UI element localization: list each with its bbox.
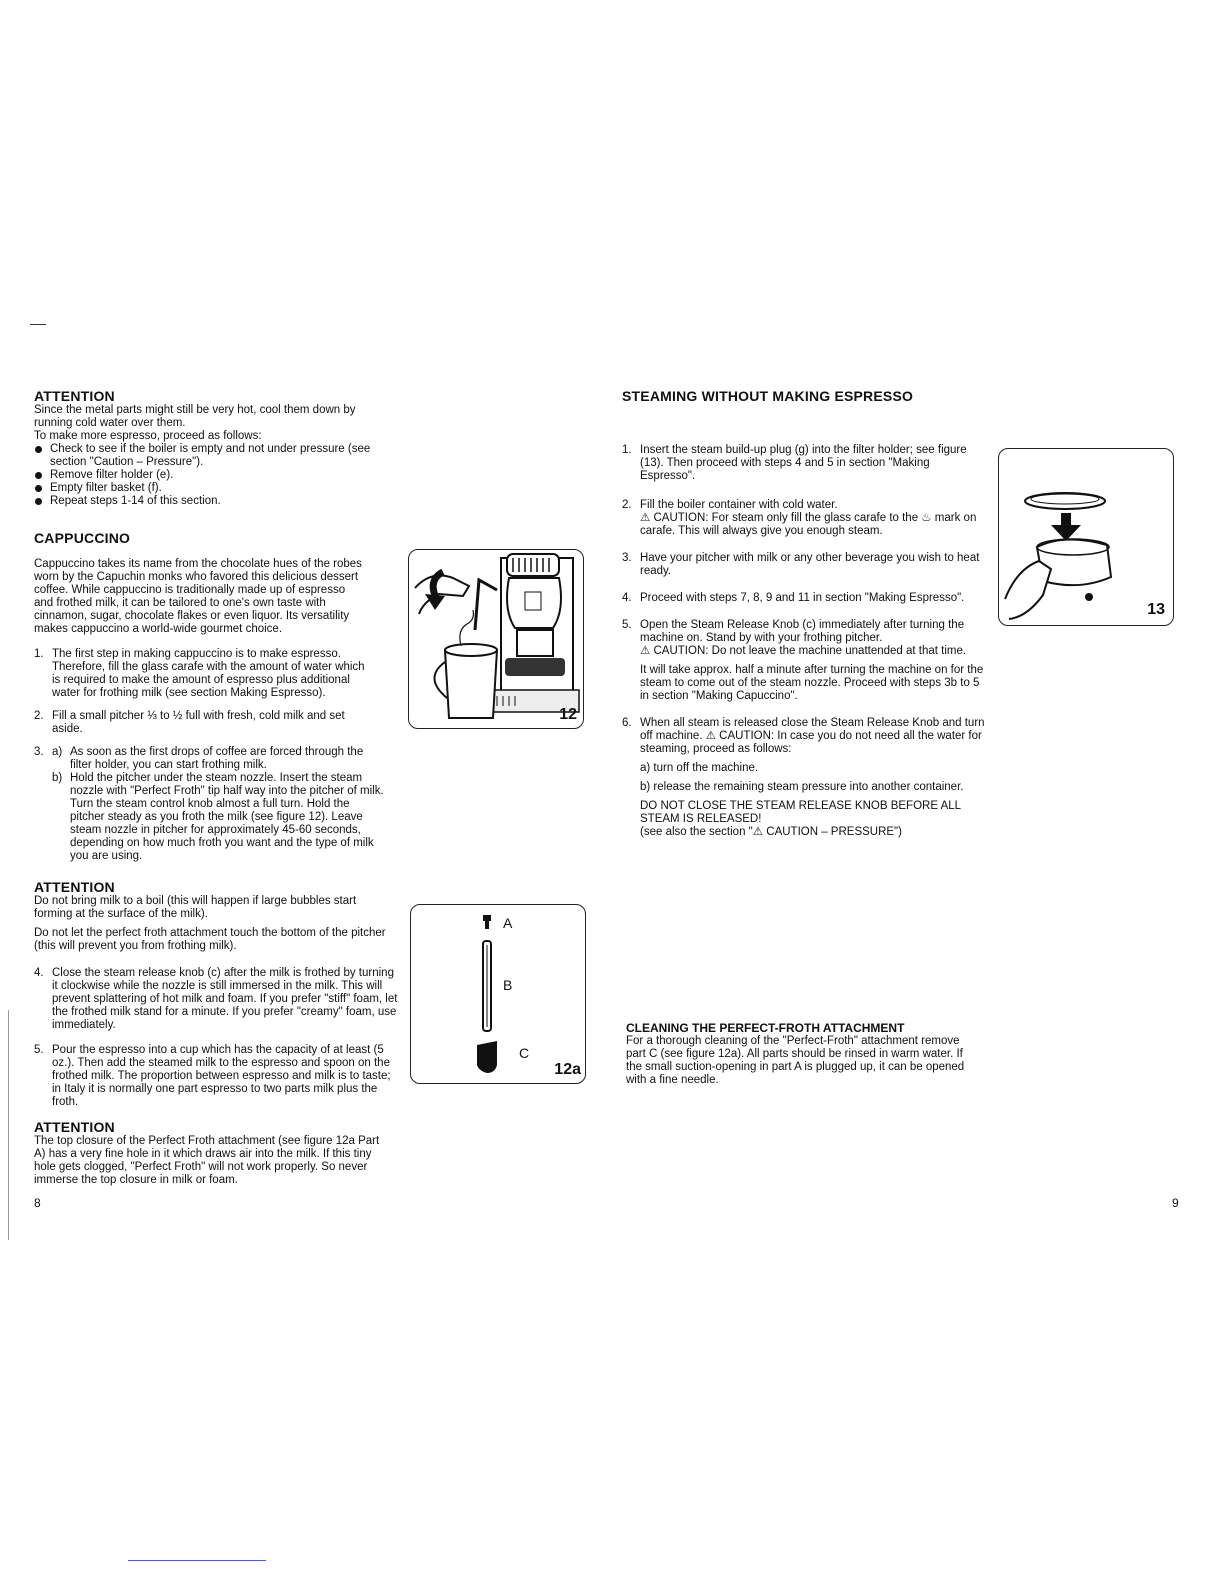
step-text: When all steam is released close the Steam Release Knob and turn off machine. ⚠ CAUTION: In case you do not need all the water for steaming, proceed as follows: [640,717,985,755]
cappuccino-heading: CAPPUCCINO [34,530,131,546]
left-column-top [34,388,398,1187]
part-label-c: C [519,1045,530,1061]
part-label-b: B [503,977,513,993]
numbered-step: 2. Fill the boiler container with cold water. ⚠ CAUTION: For steam only fill the glass carafe to the ♨ mark on carafe. This will always give you enough steam. [622,499,985,538]
sub-step-text: b) release the remaining steam pressure into another container. [640,781,964,793]
sub-step-text: a) turn off the machine. [640,762,759,774]
bullet-item: Check to see if the boiler is empty and not under pressure (see section "Caution – Pressure"). [34,443,394,469]
figure-label: 12 [559,706,577,723]
cleaning-section [626,1021,986,1087]
numbered-step: 2. Fill a small pitcher ⅓ to ½ full with fresh, cold milk and set aside. [34,710,345,735]
margin-line [8,1010,9,1240]
step-text: Fill a small pitcher ⅓ to ½ full with fresh, cold milk and set aside. [52,710,345,735]
warning-text: DO NOT CLOSE THE STEAM RELEASE KNOB BEFORE ALL STEAM IS RELEASED! [640,800,961,825]
numbered-step: 1. Insert the steam build-up plug (g) into the filter holder; see figure (13). Then proceed with steps 4 and 5 in section "Making Espresso". [622,444,967,482]
numbered-step: 4. Close the steam release knob (c) after the milk is frothed by turning it clockwise while the nozzle is still immersed in the milk. This will prevent splattering of hot milk and foam. If you prefer "stiff" foam, let the frothed milk stand for a minute. If you prefer "creamy" foam, use immediately. [34,967,398,1031]
numbered-step: 6. When all steam is released close the Steam Release Knob and turn off machine. ⚠ CAUTION: In case you do not need all the water for steaming, proceed as follows: a) turn off the machine. b) release the remaining steam pressure into another container. DO NOT CLOSE THE STEAM RELEASE KNOB BEFORE ALL STEAM IS RELEASED! (see also the section "⚠ CAUTION – PRESSURE") [622,717,985,838]
attention-heading: ATTENTION [34,879,115,895]
step-text: Close the steam release knob (c) after the milk is frothed by turning it clockwise while the nozzle is still immersed in the milk. This will prevent splattering of hot milk and foam. If you prefer "stiff" foam, let the frothed milk stand for a minute. If you prefer "creamy" foam, use immediately. [52,967,398,1031]
step-text: Pour the espresso into a cup which has the capacity of at least (5 oz.). Then add the steamed milk to the espresso and spoon on the frothed milk. The proportion between espresso and milk is to taste; in Italy it is normally one part espresso to two parts milk plus the froth. [52,1044,391,1108]
attention-heading: ATTENTION [34,388,115,404]
steam-plug-insertion-illustration [999,449,1173,625]
step-text: Proceed with steps 7, 8, 9 and 11 in section "Making Espresso". [640,592,965,604]
caution-text: ⚠ CAUTION: For steam only fill the glass carafe to the ♨ mark on carafe. This will always give you enough steam. [640,512,977,537]
attention-text: The top closure of the Perfect Froth attachment (see figure 12a Part A) has a very fine hole in it which draws air into the milk. If this tiny hole gets clogged, "Perfect Froth" will not work properly. So never immerse the top closure in milk or foam. [34,1135,380,1186]
attention-heading: ATTENTION [34,1119,115,1135]
page-number: 8 [34,1196,41,1210]
bullet-item: Empty filter basket (f). [34,482,394,495]
numbered-step: 3. a) As soon as the first drops of coffee are forced through the filter holder, you can start frothing milk. [34,746,387,772]
figure-13 [998,448,1174,626]
step-text: Open the Steam Release Knob (c) immediately after turning the machine on. Stand by with your frothing pitcher. [640,619,965,644]
numbered-step: 4. Proceed with steps 7, 8, 9 and 11 in section "Making Espresso". [622,592,965,604]
page-number: 9 [1172,1196,1179,1210]
numbered-step: 5. Pour the espresso into a cup which has the capacity of at least (5 oz.). Then add the steamed milk to the espresso and spoon on the frothed milk. The proportion between espresso and milk is to taste; in Italy it is normally one part espresso to two parts milk plus the froth. [34,1044,391,1108]
espresso-machine-frothing-illustration [409,550,583,728]
attention-text: To make more espresso, proceed as follows: [34,430,262,442]
caution-text: ⚠ CAUTION: Do not leave the machine unattended at that time. [640,645,967,657]
cleaning-text: For a thorough cleaning of the "Perfect-Froth" attachment remove part C (see figure 12a). All parts should be rinsed in warm water. If the small suction-opening in part A is plugged up, it can be opened with a fine needle. [626,1035,965,1086]
bullet-item: Repeat steps 1-14 of this section. [34,495,394,508]
figure-label: 13 [1147,601,1165,618]
step-text: Hold the pitcher under the steam nozzle. Insert the steam nozzle with "Perfect Froth" tip half way into the pitcher of milk. Turn the steam control knob almost a full turn. Hold the pitcher steady as you froth the milk (see figure 12). Leave steam nozzle in pitcher for approximately 45-60 seconds, depending on how much froth you want and the type of milk you are using. [70,772,384,862]
attention-text: Do not let the perfect froth attachment touch the bottom of the pitcher (this will prevent you from frothing milk). [34,927,386,952]
numbered-step: 1. The first step in making cappuccino is to make espresso. Therefore, fill the glass carafe with the amount of water which is required to make the amount of espresso plus additional water for frothing milk (see section Making Espresso). [34,648,365,699]
step-text: Have your pitcher with milk or any other beverage you wish to heat ready. [640,552,980,577]
part-label-a: A [503,915,513,931]
step-text: As soon as the first drops of coffee are forced through the filter holder, you can start frothing milk. [70,746,364,771]
footer-rule [128,1560,266,1561]
numbered-step: 3. Have your pitcher with milk or any other beverage you wish to heat ready. [622,552,980,577]
attention-text: Do not bring milk to a boil (this will happen if large bubbles start forming at the surface of the milk). [34,895,357,920]
step-text: Fill the boiler container with cold water. [640,499,838,511]
numbered-step: 5. Open the Steam Release Knob (c) immediately after turning the machine on. Stand by with your frothing pitcher. ⚠ CAUTION: Do not leave the machine unattended at that time. It will take approx. half a minute after turning the machine on for the steam to come out of the steam nozzle. Proceed with steps 3b to 5 in section "Making Capuccino". [622,619,984,702]
sub-step: a) As soon as the first drops of coffee are forced through the filter holder, you can start frothing milk. [52,746,364,771]
figure-12a [410,904,586,1084]
note-text: It will take approx. half a minute after turning the machine on for the steam to come out of the steam nozzle. Proceed with steps 3b to 5 in section "Making Capuccino". [640,664,984,702]
cappuccino-intro: Cappuccino takes its name from the chocolate hues of the robes worn by the Capuchin monks who favored this delicious dessert coffee. While cappuccino is traditionally made up of espresso and frothed milk, it can be tailored to one's own taste with cinnamon, sugar, chocolate flakes or even liquor. Its versatility makes cappuccino a world-wide gourmet choice. [34,558,362,635]
sub-step: b) Hold the pitcher under the steam nozzle. Insert the steam nozzle with "Perfect Froth" tip half way into the pitcher of milk. Turn the steam control knob almost a full turn. Hold the pitcher steady as you froth the milk (see figure 12). Leave steam nozzle in pitcher for approximately 45-60 seconds, depending on how much froth you want and the type of milk you are using. [52,772,384,862]
figure-12 [408,549,584,729]
step-text: The first step in making cappuccino is to make espresso. Therefore, fill the glass carafe with the amount of water which is required to make the amount of espresso plus additional water for frothing milk (see section Making Espresso). [52,648,365,699]
perfect-froth-parts-illustration [411,905,585,1083]
crop-mark [30,324,46,325]
cleaning-heading: CLEANING THE PERFECT-FROTH ATTACHMENT [626,1021,905,1035]
attention-text: Since the metal parts might still be very hot, cool them down by running cold water over them. [34,404,356,429]
right-column [622,388,985,839]
bullet-item: Remove filter holder (e). [34,469,394,482]
steaming-heading: STEAMING WITHOUT MAKING ESPRESSO [622,388,914,404]
reference-text: (see also the section "⚠ CAUTION – PRESSURE") [640,826,902,838]
figure-label: 12a [554,1061,581,1078]
step-text: Insert the steam build-up plug (g) into the filter holder; see figure (13). Then proceed with steps 4 and 5 in section "Making Espresso". [640,444,967,482]
numbered-step [34,772,387,863]
